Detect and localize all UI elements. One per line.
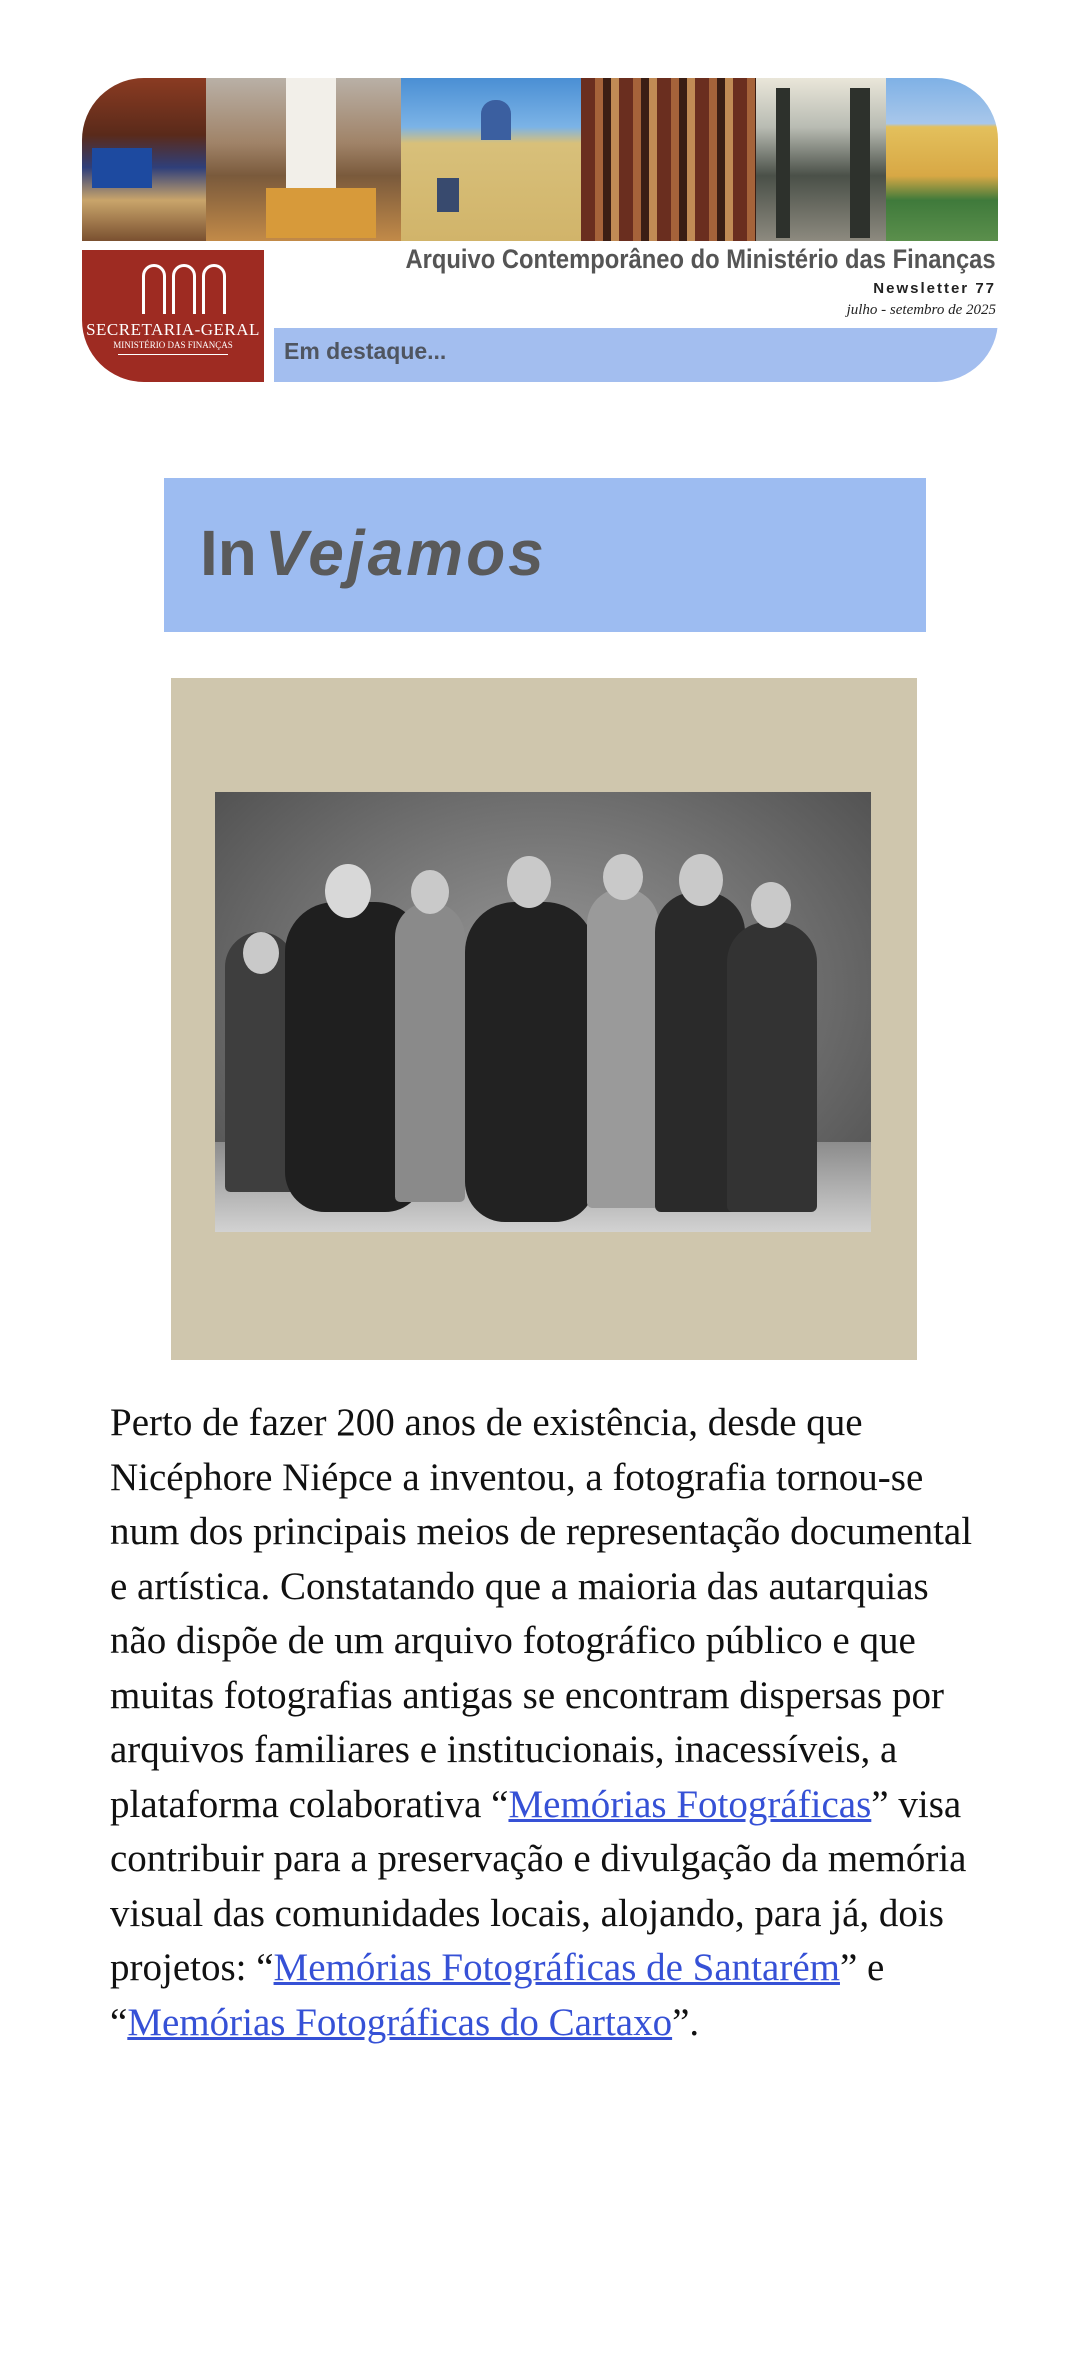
boy-figure <box>587 888 659 1208</box>
boy-figure <box>395 902 465 1202</box>
logo-subtitle: MINISTÉRIO DAS FINANÇAS <box>113 340 233 350</box>
banner-title <box>200 516 547 590</box>
library-room-photo <box>206 78 401 241</box>
banner-prefix: In <box>200 517 257 589</box>
photo-frame <box>171 678 917 1360</box>
memorias-fotograficas-link[interactable]: Memórias Fotográficas <box>508 1782 872 1826</box>
logo-title: SECRETARIA-GERAL <box>86 320 260 339</box>
memorias-cartaxo-link[interactable]: Memórias Fotográficas do Cartaxo <box>127 2000 673 2044</box>
child-figure <box>727 922 817 1212</box>
building-facade-photo <box>401 78 581 241</box>
section-bar-label: Em destaque... <box>284 338 447 364</box>
woman-figure <box>465 902 595 1222</box>
reading-room-photo <box>82 78 206 241</box>
memorias-santarem-link[interactable]: Memórias Fotográficas de Santarém <box>273 1946 840 1989</box>
header-photo-collage <box>82 78 998 241</box>
arches-icon <box>142 264 230 314</box>
section-bar <box>274 328 998 382</box>
family-photograph <box>215 792 871 1232</box>
logo-divider <box>118 354 228 355</box>
article-text <box>110 1396 990 2050</box>
archive-title: Arquivo Contemporâneo do Ministério das Finanças <box>405 244 996 274</box>
newsletter-header <box>82 78 998 382</box>
section-banner <box>164 478 926 632</box>
newsletter-date: julho - setembro de 2025 <box>846 302 996 318</box>
secretaria-geral-logo <box>82 250 264 382</box>
garden-building-photo <box>886 78 998 241</box>
archive-shelves-photo <box>756 78 886 241</box>
banner-title-word: Vejamos <box>264 517 547 589</box>
old-books-photo <box>581 78 756 241</box>
newsletter-number: Newsletter 77 <box>873 280 996 297</box>
article-paragraph: Perto de fazer 200 anos de existência, desde que Nicéphore Niépce a inventou, a fotografia tornou-se num dos principais meios de representação documental e artística. Constatando que a maioria das autarquias não dispõe de um arquivo fotográfico público e que muitas fotografias antigas se encontram dispersas por arquivos familiares e institucionais, inacessíveis, a plataforma colaborativa “Memórias Fotográficas” visa contribuir para a preservação e divulgação da memória visual das comunidades locais, alojando, para já, dois projetos: “Memórias Fotográficas de Santarém” e “Memórias Fotográficas do Cartaxo”. <box>110 1401 973 2044</box>
